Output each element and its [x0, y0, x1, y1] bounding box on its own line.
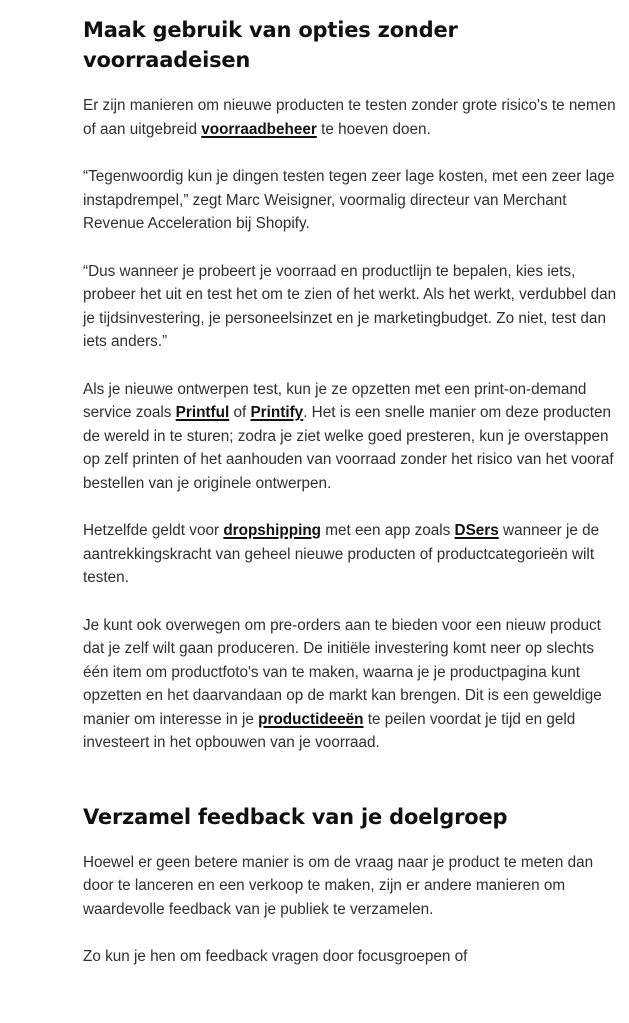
paragraph-pre-orders — [83, 614, 619, 755]
link-voorraadbeheer[interactable]: voorraadbeheer — [201, 120, 317, 138]
paragraph-dropshipping — [83, 519, 619, 590]
paragraph-quote-1: “Tegenwoordig kun je dingen testen tegen zeer lage kosten, met een zeer lage instapdrempel,” zegt Marc Weisigner, voormalig directeur van Merchant Revenue Acceleration bij Shopify. — [83, 168, 615, 232]
section-heading-no-inventory: Maak gebruik van opties zonder voorraadeisen — [83, 18, 458, 72]
text-span: Je kunt ook overwegen om pre-orders aan te bieden voor een nieuw product dat je zelf wilt gaan produceren. De initiële investering komt neer op slechts één item om productfoto's van te maken, waarna je je productpagina kunt opzetten en het daarvandaan op de markt kan brengen. Dit is een geweldige manier om interesse in je — [83, 616, 602, 728]
paragraph-quote-2: “Dus wanneer je probeert je voorraad en productlijn te bepalen, kies iets, probeer het uit en test het om te zien of het werkt. Als het werkt, verdubbel dan je tijdsinvestering, je personeelsinzet en je marketingbudget. Zo niet, test dan iets anders.” — [83, 262, 617, 350]
text-span: . Het is een snelle manier om deze producten de wereld in te sturen; zodra je ziet welke goed presteren, kun je overstappen op zelf printen of het aanhouden van voorraad zonder het risico van het vooraf bestellen van je originele ontwerpen. — [83, 404, 614, 492]
link-dsers[interactable]: DSers — [454, 522, 499, 539]
text-span: te peilen voordat je tijd en geld investeert in het opbouwen van je voorraad. — [83, 710, 576, 751]
paragraph-focus-groups: Zo kun je hen om feedback vragen door focusgroepen of — [83, 948, 468, 965]
paragraph-intro — [83, 94, 619, 141]
section-heading-feedback: Verzamel feedback van je doelgroep — [83, 804, 508, 829]
text-span: met een app zoals — [321, 522, 455, 539]
paragraph-print-on-demand — [83, 378, 619, 496]
paragraph-feedback-intro: Hoewel er geen betere manier is om de vraag naar je product te meten dan door te lanceren en een verkoop te maken, zijn er andere manieren om waardevolle feedback van je publiek te verzamelen. — [83, 853, 594, 918]
link-productideeen[interactable]: productideeën — [258, 710, 364, 728]
link-printify[interactable]: Printify — [250, 404, 304, 421]
text-span: te hoeven doen. — [316, 120, 431, 138]
text-span: Als je nieuwe ontwerpen test, kun je ze opzetten met een print-on-demand service zoals — [83, 380, 587, 421]
link-dropshipping[interactable]: dropshipping — [223, 522, 322, 539]
text-span: Hetzelfde geldt voor — [83, 522, 224, 539]
article-body — [83, 15, 619, 969]
link-printful[interactable]: Printful — [175, 404, 230, 421]
text-span: of — [229, 404, 251, 421]
text-span: Er zijn manieren om nieuwe producten te testen zonder grote risico's te nemen of aan uitgebreid — [83, 97, 616, 138]
text-span: wanneer je de aantrekkingskracht van geheel nieuwe producten of productcategorieën wilt testen. — [83, 522, 600, 586]
